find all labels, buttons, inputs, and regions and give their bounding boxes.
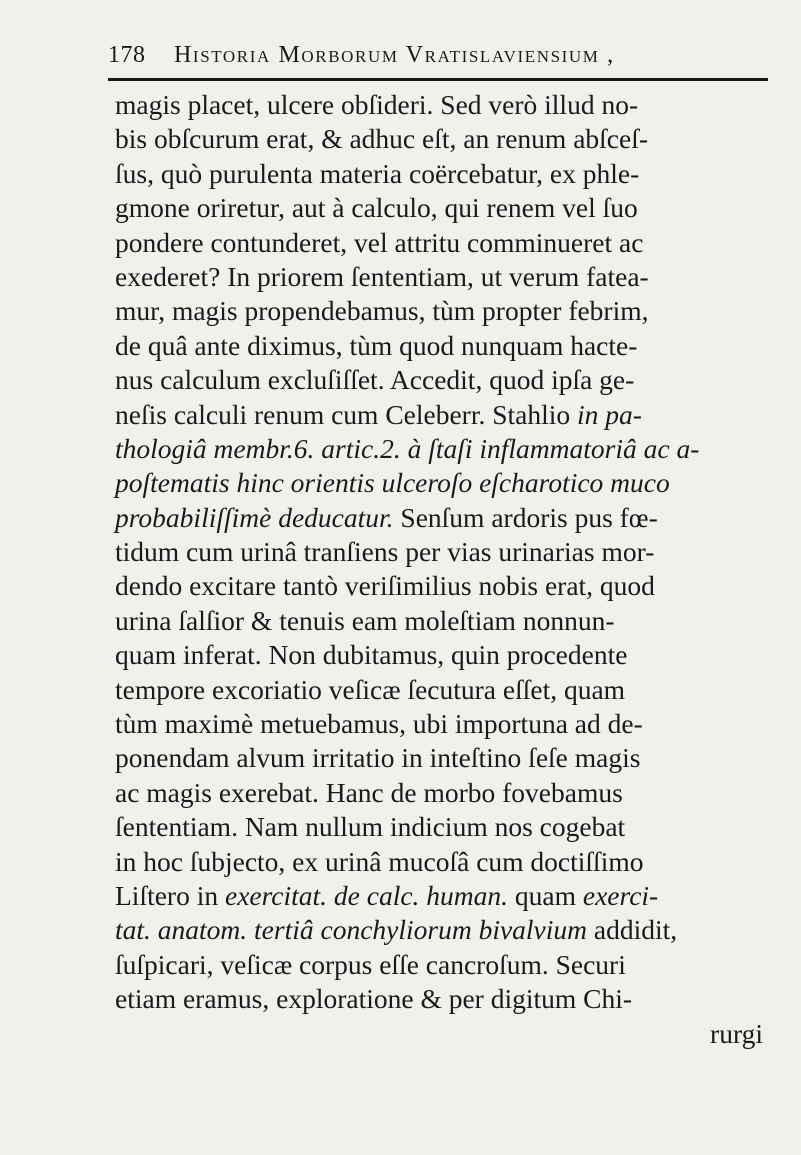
text-line bbox=[115, 535, 775, 569]
running-title: Historia Morborum Vratislaviensium , bbox=[174, 42, 615, 68]
text-segment: quam bbox=[508, 879, 583, 911]
header-rule bbox=[108, 78, 768, 81]
text-line bbox=[115, 191, 775, 225]
text-segment: ſententiam. Nam nullum indicium nos cogebat bbox=[115, 811, 626, 843]
text-segment: tidum cum urinâ tranſiens per vias urinarias mor- bbox=[115, 536, 655, 568]
text-segment: ponendam alvum irritatio in inteſtino ſeſe magis bbox=[115, 742, 641, 774]
text-segment: dendo excitare tantò veriſimilius nobis erat, quod bbox=[115, 570, 655, 602]
page-number: 178 bbox=[108, 42, 146, 68]
text-line bbox=[115, 638, 775, 672]
text-segment: magis placet, ulcere obſideri. Sed verò illud no- bbox=[115, 89, 639, 120]
italic-segment: tat. anatom. tertiâ conchyliorum bivalvium bbox=[115, 914, 588, 946]
text-line bbox=[115, 398, 775, 432]
text-line bbox=[115, 845, 775, 879]
text-line bbox=[115, 982, 775, 1016]
text-line bbox=[115, 707, 775, 741]
text-line bbox=[115, 1017, 775, 1051]
text-segment: Senſum ardoris pus fœ- bbox=[393, 501, 658, 533]
text-segment: tempore excoriatio veſicæ ſecutura eſſet, quam bbox=[115, 673, 626, 705]
text-segment: rurgi bbox=[710, 1017, 763, 1049]
text-line bbox=[115, 948, 775, 982]
text-line bbox=[115, 294, 775, 328]
text-line bbox=[115, 157, 775, 191]
text-segment: nus calculum excluſiſſet. Accedit, quod ipſa ge- bbox=[115, 364, 635, 396]
text-segment: in hoc ſubjecto, ex urinâ mucoſâ cum doctiſſimo bbox=[115, 845, 644, 877]
text-segment: ſus, quò purulenta materia coërcebatur, ex phle- bbox=[115, 157, 640, 189]
body-text bbox=[115, 88, 775, 1051]
text-segment: mur, magis propendebamus, tùm propter febrim, bbox=[115, 295, 649, 327]
text-line bbox=[115, 501, 775, 535]
text-line bbox=[115, 741, 775, 775]
text-segment: neſis calculi renum cum Celeberr. Stahlio bbox=[115, 398, 578, 430]
text-line bbox=[115, 432, 775, 466]
text-line bbox=[115, 329, 775, 363]
italic-segment: probabiliſſimè deducatur. bbox=[115, 501, 394, 533]
text-segment: bis obſcurum erat, & adhuc eſt, an renum abſceſ- bbox=[115, 123, 649, 155]
text-line bbox=[115, 88, 775, 122]
italic-segment: poſtematis hinc orientis ulceroſo eſcharotico muco bbox=[115, 467, 670, 499]
italic-segment: in pa- bbox=[577, 398, 642, 430]
italic-segment: thologiâ membr.6. artic.2. à ſtaſi inflammatoriâ ac a- bbox=[115, 432, 700, 464]
italic-segment: exercitat. de calc. human. bbox=[224, 879, 509, 911]
text-segment: de quâ ante diximus, tùm quod nunquam hacte- bbox=[115, 329, 638, 361]
text-line bbox=[115, 776, 775, 810]
text-segment: exederet? In priorem ſententiam, ut verum fatea- bbox=[115, 260, 649, 292]
text-line bbox=[115, 673, 775, 707]
text-segment: Liſtero in bbox=[115, 879, 225, 911]
text-segment: pondere contunderet, vel attritu comminueret ac bbox=[115, 226, 644, 258]
text-line bbox=[115, 122, 775, 156]
text-segment: gmone oriretur, aut à calculo, qui renem vel ſuo bbox=[115, 192, 638, 224]
text-segment: tùm maximè metuebamus, ubi importuna ad de- bbox=[115, 708, 643, 740]
italic-segment: exerci- bbox=[582, 879, 659, 911]
text-segment: urina ſalſior & tenuis eam moleſtiam nonnun- bbox=[115, 604, 615, 636]
text-line bbox=[115, 810, 775, 844]
text-segment: ſuſpicari, veſicæ corpus eſſe cancroſum. Securi bbox=[115, 948, 626, 980]
text-line bbox=[115, 466, 775, 500]
text-segment: quam inferat. Non dubitamus, quin procedente bbox=[115, 639, 628, 671]
text-line bbox=[115, 879, 775, 913]
text-line bbox=[115, 260, 775, 294]
page-header bbox=[108, 42, 768, 82]
text-line bbox=[115, 363, 775, 397]
text-segment: addidit, bbox=[587, 914, 678, 946]
text-segment: etiam eramus, exploratione & per digitum Chi- bbox=[115, 983, 633, 1015]
text-line bbox=[115, 569, 775, 603]
text-line bbox=[115, 226, 775, 260]
text-line bbox=[115, 913, 775, 947]
text-segment: ac magis exerebat. Hanc de morbo fovebamus bbox=[115, 776, 623, 808]
text-line bbox=[115, 604, 775, 638]
